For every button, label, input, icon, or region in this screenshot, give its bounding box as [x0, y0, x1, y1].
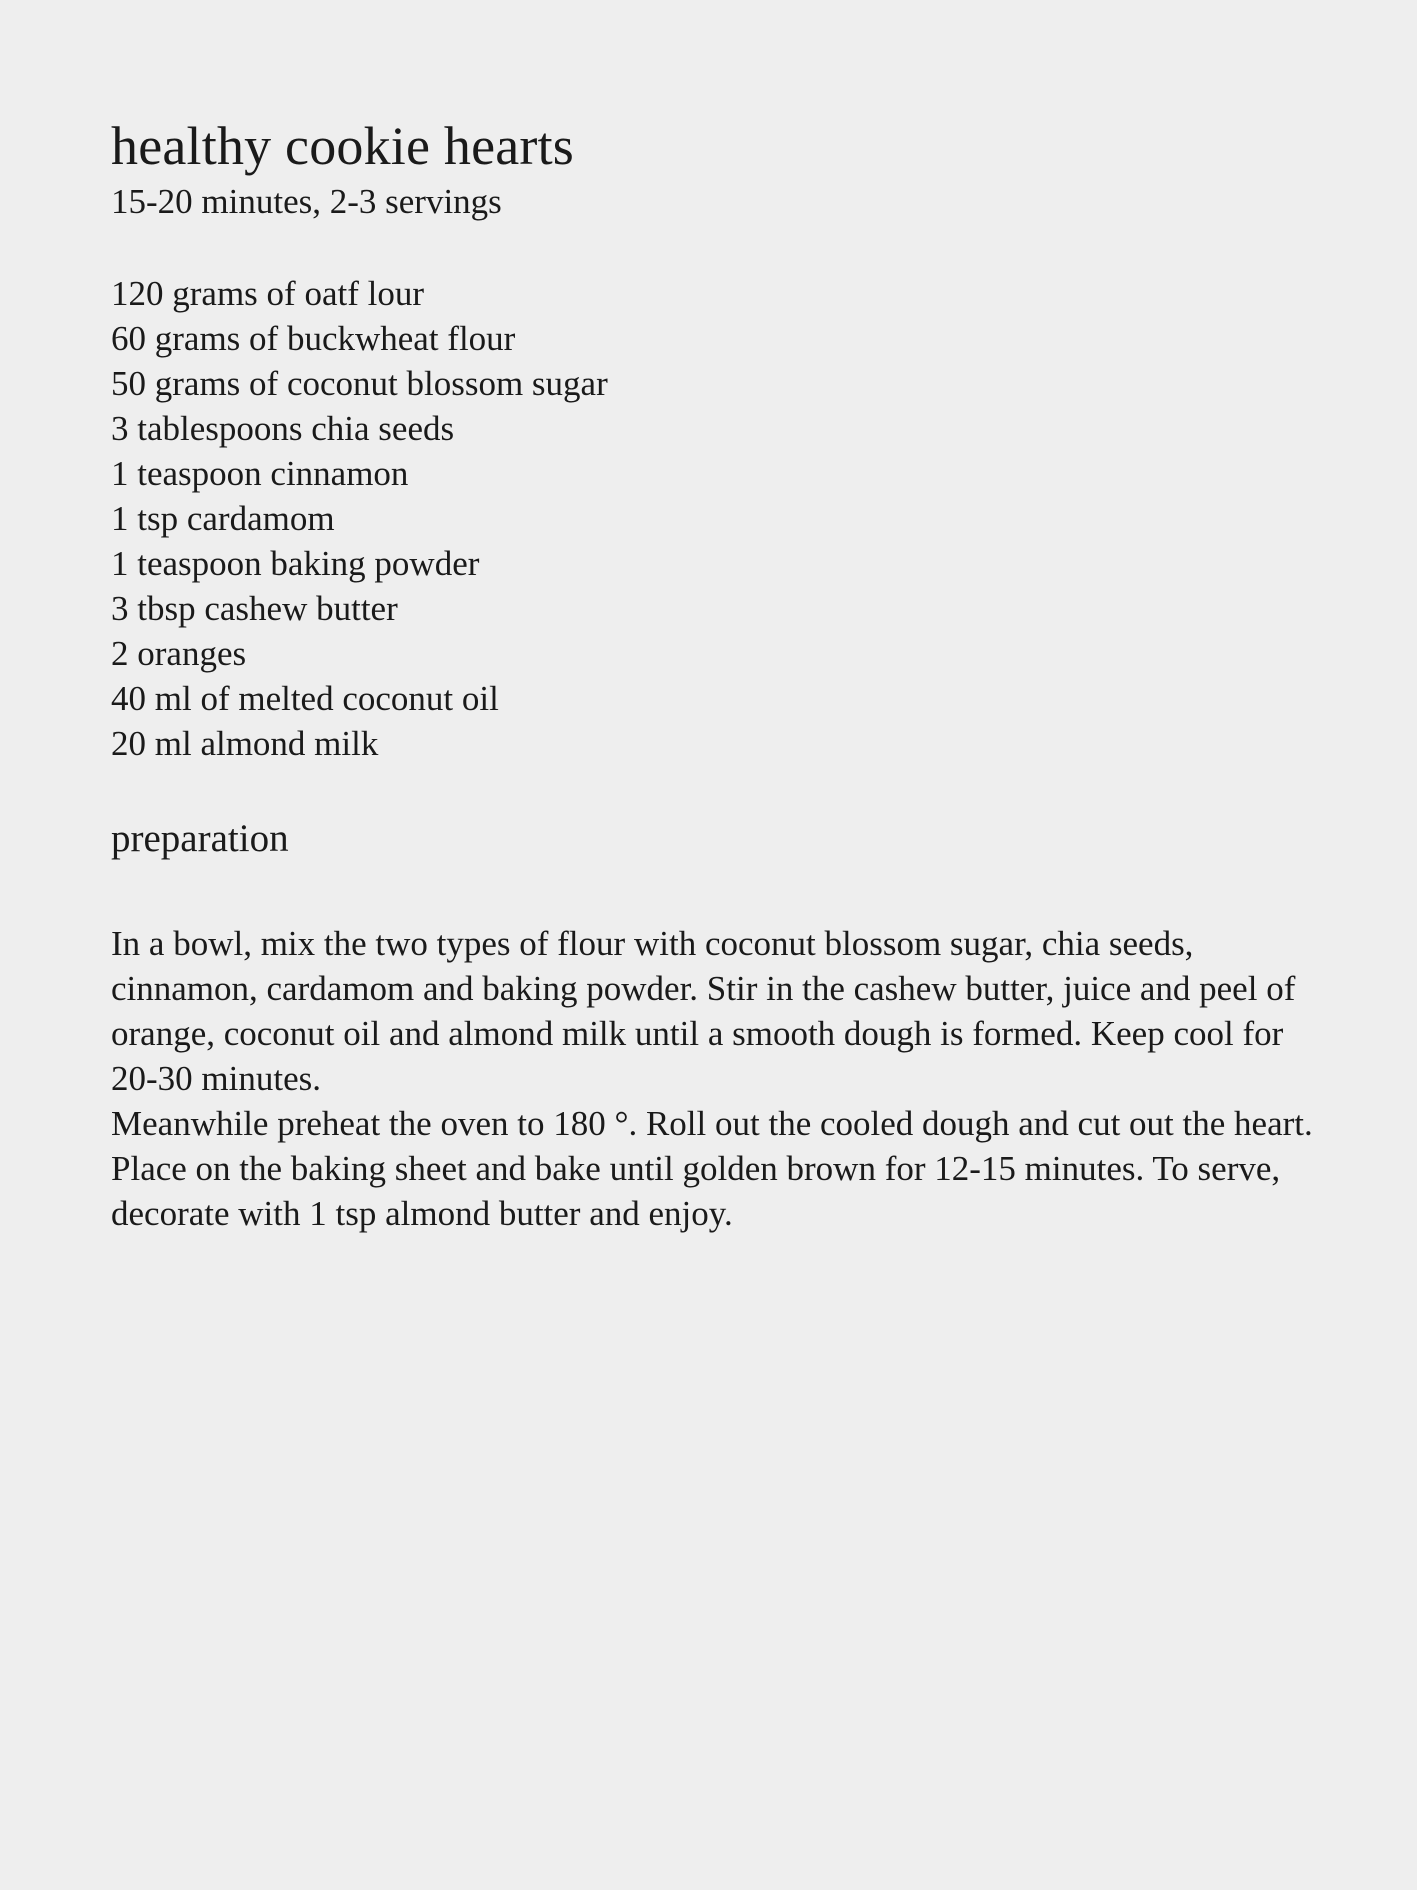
ingredient-item: 120 grams of oatf lour — [111, 274, 424, 313]
ingredient-list — [111, 271, 1317, 766]
ingredient-item: 50 grams of coconut blossom sugar — [111, 364, 608, 403]
ingredient-item: 3 tbsp cashew butter — [111, 589, 398, 628]
ingredient-item: 60 grams of buckwheat flour — [111, 319, 516, 358]
preparation-heading: preparation — [111, 817, 289, 860]
ingredient-item: 3 tablespoons chia seeds — [111, 409, 455, 448]
ingredient-item: 20 ml almond milk — [111, 724, 379, 763]
recipe-meta: 15-20 minutes, 2-3 servings — [111, 182, 502, 221]
recipe-title: healthy cookie hearts — [111, 116, 575, 176]
ingredient-item: 1 teaspoon cinnamon — [111, 454, 409, 493]
ingredient-item: 1 teaspoon baking powder — [111, 544, 480, 583]
ingredient-item: 1 tsp cardamom — [111, 499, 335, 538]
preparation-instructions — [111, 921, 1317, 1236]
instruction-paragraph: In a bowl, mix the two types of flour with coconut blossom sugar, chia seeds, cinnamon, cardamom and baking powder. Stir in the cashew butter, juice and peel of orange, coconut oil and almond milk until a smooth dough is formed. Keep cool for 20-30 minutes. — [111, 924, 1296, 1098]
ingredient-item: 40 ml of melted coconut oil — [111, 679, 499, 718]
instruction-paragraph: Meanwhile preheat the oven to 180 °. Roll out the cooled dough and cut out the heart. Place on the baking sheet and bake until golden brown for 12-15 minutes. To serve, decorate with 1 tsp almond butter and enjoy. — [111, 1104, 1313, 1233]
ingredient-item: 2 oranges — [111, 634, 247, 673]
